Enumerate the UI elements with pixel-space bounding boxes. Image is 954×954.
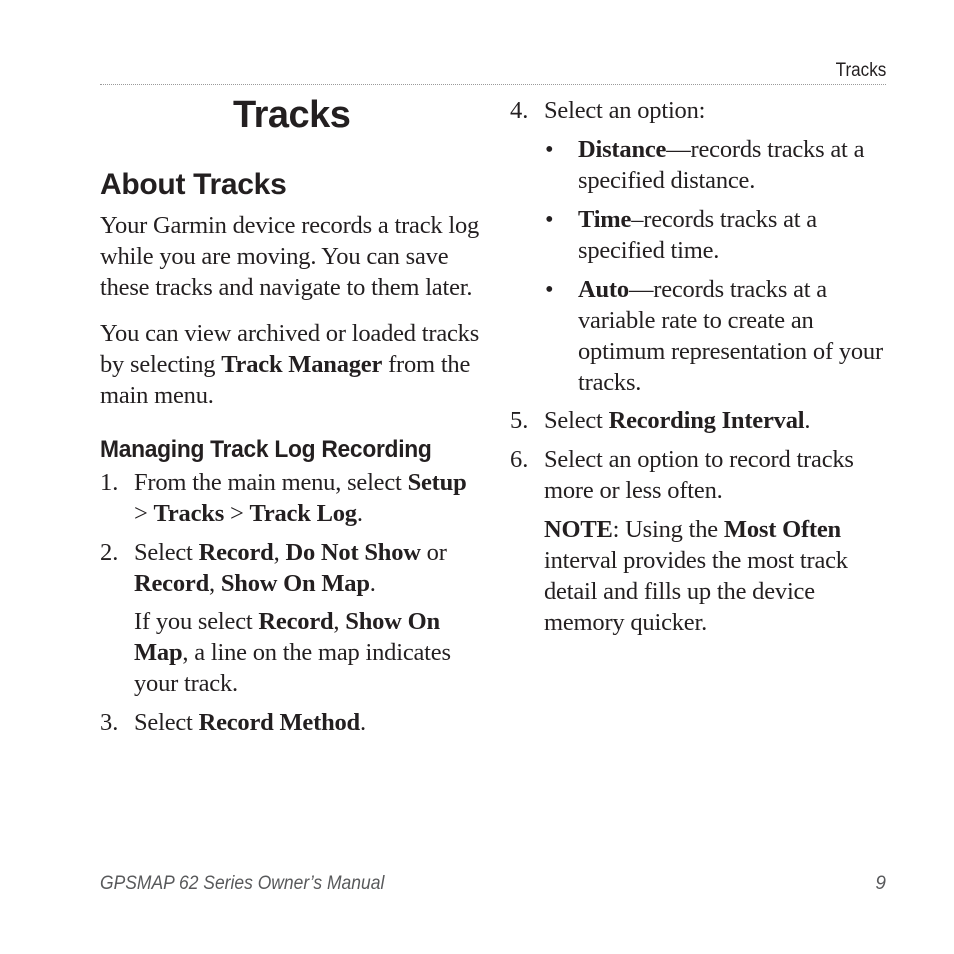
about-paragraph-1: Your Garmin device records a track log while you are moving. You can save these tracks and navigate to them later. — [100, 212, 480, 301]
about-tracks-heading: About Tracks — [100, 168, 287, 201]
step-5-number: 5. — [510, 407, 529, 434]
step-6-text: Select an option to record tracks more or less often. — [544, 446, 854, 504]
step-1-text: From the main menu, select Setup > Tracks > Track Log. — [134, 469, 467, 527]
step-5-text: Select Recording Interval. — [544, 407, 811, 434]
step-2-text: Select Record, Do Not Show or Record, Show On Map. — [134, 539, 447, 597]
option-time-bullet: • — [545, 206, 554, 233]
running-header: Tracks — [835, 60, 886, 81]
note-paragraph: NOTE: Using the Most Often interval provides the most track detail and fills up the device memory quicker. — [544, 516, 848, 636]
option-auto: Auto—records tracks at a variable rate to create an optimum representation of your tracks. — [578, 276, 883, 396]
option-distance: Distance—records tracks at a specified distance. — [578, 136, 865, 194]
header-rule — [100, 84, 886, 85]
step-4-number: 4. — [510, 97, 529, 124]
step-3-number: 3. — [100, 709, 119, 736]
option-auto-bullet: • — [545, 276, 554, 303]
step-2-number: 2. — [100, 539, 119, 566]
footer-page-number: 9 — [875, 873, 886, 894]
footer-manual-title: GPSMAP 62 Series Owner’s Manual — [100, 873, 385, 894]
step-4-text: Select an option: — [544, 97, 706, 124]
about-paragraph-2: You can view archived or loaded tracks by selecting Track Manager from the main menu. — [100, 320, 480, 409]
page-title: Tracks — [233, 94, 351, 136]
step-2-note: If you select Record, Show On Map, a line on the map indicates your track. — [134, 608, 451, 697]
managing-heading: Managing Track Log Recording — [100, 436, 432, 463]
option-distance-bullet: • — [545, 136, 554, 163]
option-time: Time–records tracks at a specified time. — [578, 206, 817, 264]
step-6-number: 6. — [510, 446, 529, 473]
step-1-number: 1. — [100, 469, 119, 496]
step-3-text: Select Record Method. — [134, 709, 366, 736]
